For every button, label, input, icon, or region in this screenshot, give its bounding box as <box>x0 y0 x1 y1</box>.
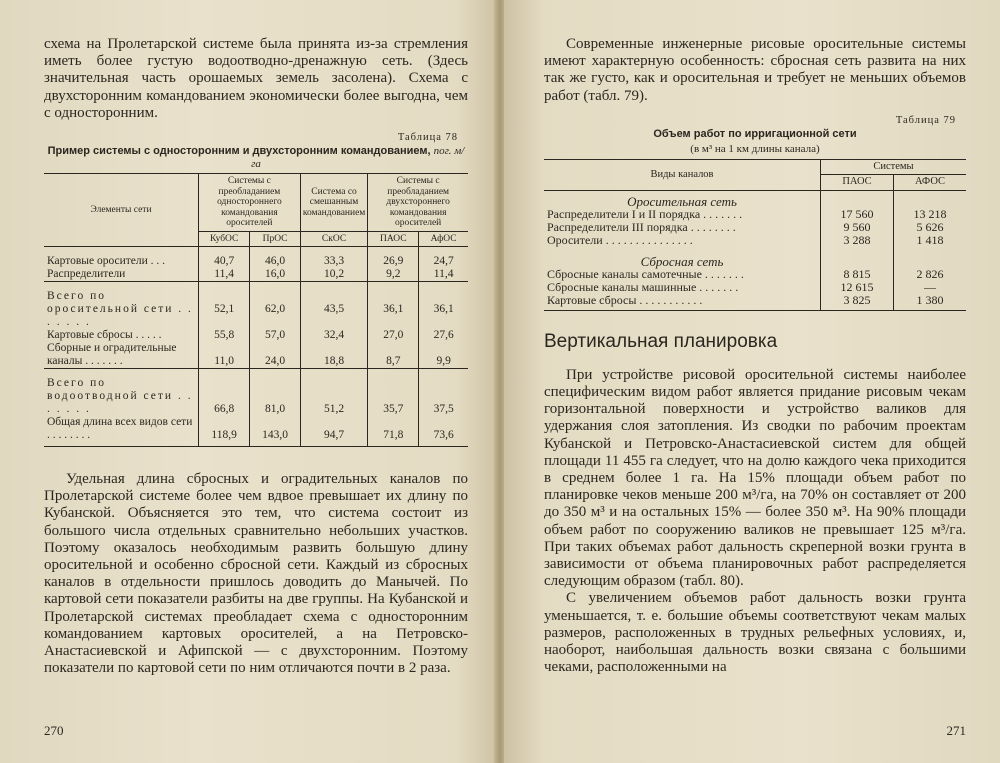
table-row <box>44 268 468 282</box>
table-cell: 27,0 <box>368 329 419 342</box>
table-cell: 16,0 <box>250 268 301 282</box>
table-79-row-label: Распределители III порядка . . . . . . . . <box>547 219 736 234</box>
table-78-row-label: Всего по оросительной сети . . . . . . . <box>44 282 199 330</box>
table-78-header-elements: Элементы сети <box>44 174 199 247</box>
table-cell: 1 418 <box>894 234 967 247</box>
right-intro-paragraph: Современные инженерные рисовые оросительные системы имеют характерную особенность: сбросная сеть развита на них так же густо, как и оросительная и требует не меньших объемов работ (табл. 79). <box>544 36 966 104</box>
table-cell: 51,2 <box>300 369 368 417</box>
table-row <box>44 369 468 417</box>
table-cell: 10,2 <box>300 268 368 282</box>
table-cell: 11,4 <box>419 268 468 282</box>
table-cell: 3 825 <box>821 294 894 311</box>
table-79-col: АФОС <box>894 175 967 191</box>
table-row <box>44 247 468 269</box>
table-row <box>544 294 966 311</box>
table-cell: 3 288 <box>821 234 894 247</box>
table-78-header-group3: Системы с преобладанием двухстороннего командования оросителей <box>368 174 468 232</box>
table-78-row-label: Общая длина всех видов сети . . . . . . . . <box>47 416 193 442</box>
section-heading: Вертикальная планировка <box>544 330 778 352</box>
table-cell: 17 560 <box>821 208 894 221</box>
table-79-row-label: Сбросные каналы машинные . . . . . . . <box>547 279 739 294</box>
table-78-header-group2: Система со смешанным командованием <box>300 174 368 232</box>
table-78-col: АфОС <box>419 231 468 247</box>
table-cell: 9,9 <box>419 342 468 369</box>
table-cell: — <box>894 281 967 294</box>
table-cell: 26,9 <box>368 247 419 269</box>
table-78-unit: пог. м/га <box>251 145 465 171</box>
left-page <box>0 0 496 763</box>
table-row <box>544 190 966 208</box>
right-paragraph-1: При устройстве рисовой оросительной системы наиболее специфическим видом работ является придание рисовым чекам горизонтальной поверхности и устройство валиков для удержания слоя затопления. Из сводки по рабочим проектам Кубанской и Петровско-Анастасиевской систем для общей площади 11 455 га следует, что на долю каждого чека приходится в среднем более 1 га. На 15% площади объем работ по планировке чеков меньше 200 м³/га, на 70% он составляет от 200 до 350 м³ и на остальных 15% — более 350 м³. На 90% площади объем работ по сооружению валиков не превышает 125 м³/га. При таких объемах работ дальность скреперной возки грунта в зависимости от объема планировочных работ распределяется следующим образом (табл. 80). <box>544 366 966 590</box>
table-79-header-systems: Системы <box>821 159 967 175</box>
right-paragraph-2: С увеличением объемов работ дальность возки грунта уменьшается, т. е. большие объемы соответствуют чекам малых размеров, расположенных в трудных рельефных условиях, и, наоборот, наибольшая дальность возки связана с большими чеками, расположенными на <box>544 590 966 676</box>
table-row <box>544 268 966 281</box>
table-cell: 43,5 <box>300 282 368 330</box>
table-78-header-group1: Системы с преобладанием одностороннего командования оросителей <box>199 174 301 232</box>
table-cell: 24,7 <box>419 247 468 269</box>
table-row <box>44 416 468 447</box>
table-79-subtitle: (в м³ на 1 км длины канала) <box>690 142 820 155</box>
table-cell: 18,8 <box>300 342 368 369</box>
table-cell: 62,0 <box>250 282 301 330</box>
table-cell: 13 218 <box>894 208 967 221</box>
table-78-col: СкОС <box>300 231 368 247</box>
table-row <box>544 281 966 294</box>
table-row <box>44 342 468 369</box>
table-78 <box>44 173 468 447</box>
table-cell: 73,6 <box>419 416 468 447</box>
table-78-label: Таблица 78 <box>397 132 458 144</box>
table-78-row-label: Картовые оросители . . . <box>47 255 166 268</box>
table-cell: 9 560 <box>821 221 894 234</box>
table-78-col: ПАОС <box>368 231 419 247</box>
table-79-row-label: Картовые сбросы . . . . . . . . . . . <box>547 292 703 307</box>
table-79-title: Объем работ по ирригационной сети <box>653 127 857 140</box>
table-cell: 36,1 <box>419 282 468 330</box>
table-79-label: Таблица 79 <box>895 114 956 126</box>
table-cell: 27,6 <box>419 329 468 342</box>
table-cell: 9,2 <box>368 268 419 282</box>
table-cell: 32,4 <box>300 329 368 342</box>
table-cell: 8,7 <box>368 342 419 369</box>
table-cell: 40,7 <box>199 247 250 269</box>
table-cell: 52,1 <box>199 282 250 330</box>
table-row <box>44 329 468 342</box>
table-cell: 33,3 <box>300 247 368 269</box>
left-intro-paragraph: схема на Пролетарской системе была принята из-за стремления иметь более густую водоотводно-дренажную сеть. (Здесь значительная часть орошаемых земель засолена). Схема с двухсторонним командованием экономически более выгодна, чем с односторонним. <box>44 36 468 121</box>
page-number-left: 270 <box>44 723 64 738</box>
table-row <box>44 282 468 330</box>
right-page <box>504 0 1000 763</box>
table-cell: 1 380 <box>894 294 967 311</box>
table-79-section-drainage: Сбросная сеть <box>640 253 724 269</box>
table-row <box>544 234 966 247</box>
table-79-row-label: Сбросные каналы самотечные . . . . . . . <box>547 266 744 281</box>
table-78-col: КубОС <box>199 231 250 247</box>
table-78-col: ПрОС <box>250 231 301 247</box>
table-cell: 118,9 <box>199 416 250 447</box>
table-78-row-label: Распределители <box>47 268 126 281</box>
left-main-paragraph: Удельная длина сбросных и оградительных каналов по Пролетарской системе более чем вдвое превышает их длину по Кубанской. Объясняется это тем, что система состоит из большого числа отдельных сравнительно небольших участков. Поэтому оказалось необходимым развить большую длину оросительной и особенно сбросной сети. Каждый из сбросных каналов в отдельности пришлось доводить до Манычей. По картовой сети показатели разбиты на две группы. На Кубанской и Пролетарской системах преобладает схема с односторонним командованием картовых оросителей, а на Петровско-Анастасиевской и Афипской — с двухсторонним. Поэтому показатели по картовой сети по ним отличаются почти в 2 раза. <box>44 471 468 677</box>
table-row <box>544 208 966 221</box>
table-79-section-irrigation: Оросительная сеть <box>627 193 737 209</box>
table-79-col: ПАОС <box>821 175 894 191</box>
table-78-row-label: Всего по водоотводной сети . . . . . . . <box>44 369 199 417</box>
table-78-row-label: Сборные и оградительные каналы . . . . . . . <box>47 342 177 368</box>
table-cell: 71,8 <box>368 416 419 447</box>
table-cell: 8 815 <box>821 268 894 281</box>
table-cell: 11,0 <box>199 342 250 369</box>
table-cell: 66,8 <box>199 369 250 417</box>
table-cell: 36,1 <box>368 282 419 330</box>
table-cell: 12 615 <box>821 281 894 294</box>
table-cell: 11,4 <box>199 268 250 282</box>
table-cell: 57,0 <box>250 329 301 342</box>
table-79-row-label: Оросители . . . . . . . . . . . . . . . <box>547 232 693 247</box>
table-cell: 24,0 <box>250 342 301 369</box>
page-number-right: 271 <box>946 723 966 738</box>
table-78-title <box>44 145 468 171</box>
table-78-title-text: Пример системы с односторонним и двухсторонним командованием, <box>47 145 431 158</box>
table-cell: 2 826 <box>894 268 967 281</box>
table-79-header-kinds: Виды каналов <box>544 159 821 190</box>
table-cell: 37,5 <box>419 369 468 417</box>
table-cell: 35,7 <box>368 369 419 417</box>
table-79 <box>544 159 966 311</box>
table-cell: 81,0 <box>250 369 301 417</box>
table-78-row-label: Картовые сбросы . . . . . <box>47 329 162 342</box>
table-row <box>544 221 966 234</box>
table-row <box>544 247 966 268</box>
table-79-row-label: Распределители I и II порядка . . . . . . . <box>547 206 743 221</box>
table-cell: 94,7 <box>300 416 368 447</box>
table-cell: 46,0 <box>250 247 301 269</box>
table-cell: 55,8 <box>199 329 250 342</box>
table-cell: 5 626 <box>894 221 967 234</box>
table-cell: 143,0 <box>250 416 301 447</box>
